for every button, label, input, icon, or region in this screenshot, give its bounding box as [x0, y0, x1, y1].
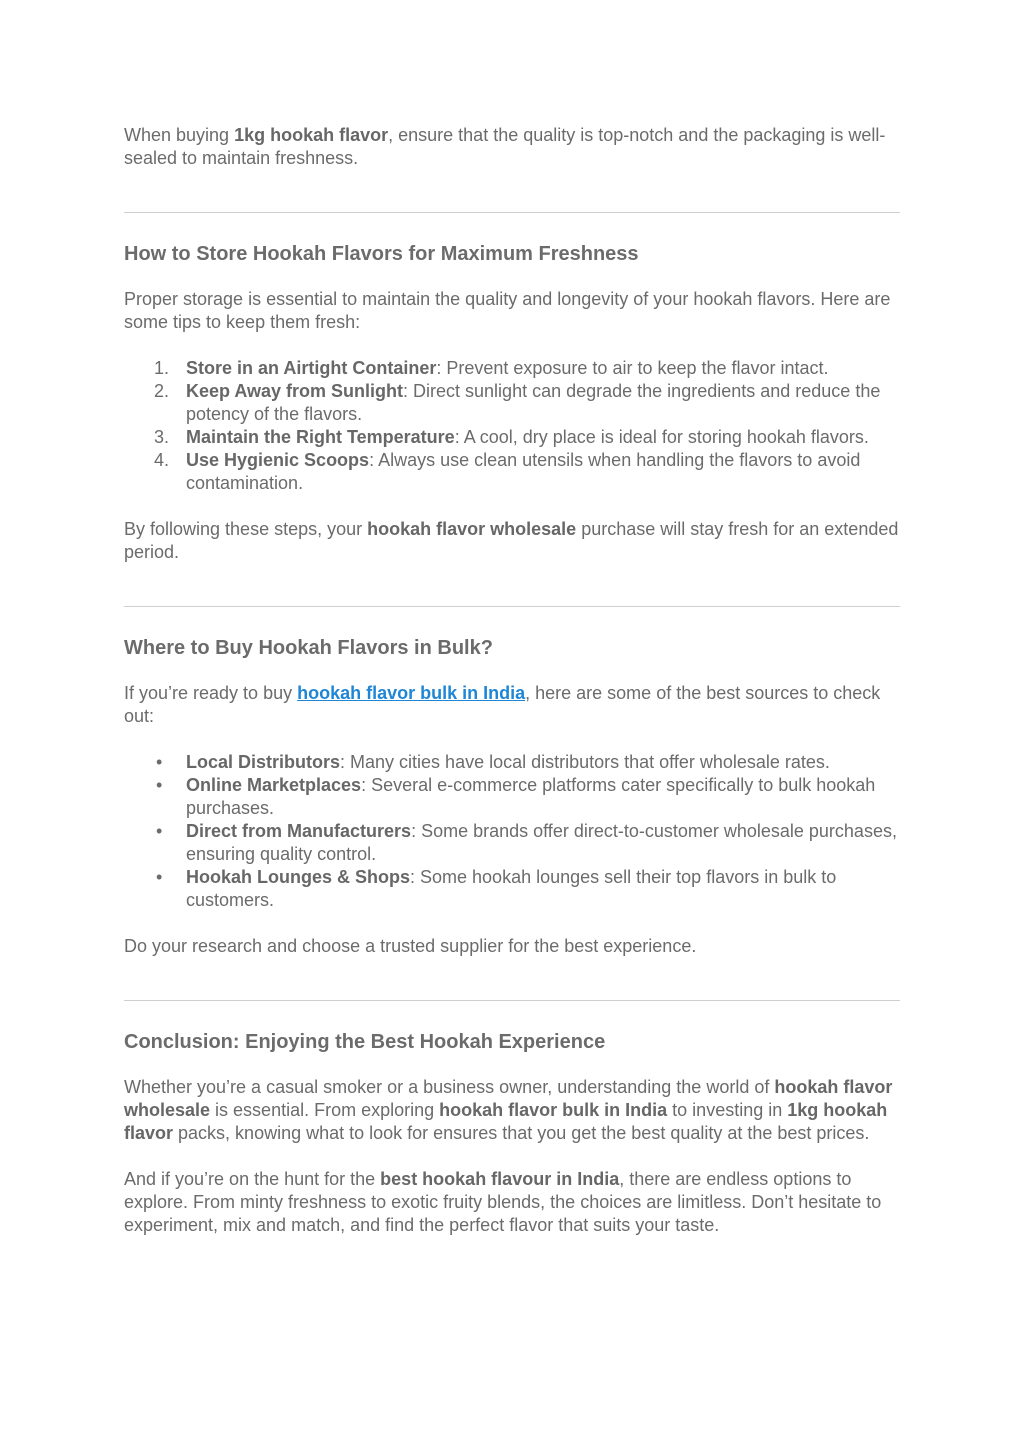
list-item-text: : A cool, dry place is ideal for storing hookah flavors.: [454, 427, 869, 447]
buy-heading: Where to Buy Hookah Flavors in Bulk?: [124, 637, 493, 659]
list-item-bold: Online Marketplaces: [186, 775, 362, 795]
document-page: [124, 124, 900, 1237]
intro-bold: 1kg hookah flavor: [234, 125, 389, 145]
intro-text-2: , ensure that the quality is top-notch and the packaging is well-sealed to maintain freshness.: [124, 125, 886, 168]
bullet-icon: •: [156, 775, 163, 795]
storage-closing: [124, 518, 900, 564]
list-number: 1.: [154, 358, 170, 378]
divider-3: [124, 1000, 900, 1001]
list-item-bold: Maintain the Right Temperature: [186, 427, 455, 447]
list-item: [124, 426, 900, 449]
storage-closing-bold: hookah flavor wholesale: [367, 519, 577, 539]
conclusion-p2-bold-1: best hookah flavour in India: [380, 1169, 620, 1189]
list-item-text: : Some hookah lounges sell their top flavors in bulk to customers.: [186, 867, 837, 910]
conclusion-p1-bold-3: 1kg hookah flavor: [124, 1100, 888, 1143]
sources-list: [124, 751, 900, 912]
storage-lead: Proper storage is essential to maintain the quality and longevity of your hookah flavors. Here are some tips to keep them fresh:: [124, 289, 891, 332]
list-item: [124, 866, 900, 912]
buy-lead-text-2: , here are some of the best sources to check out:: [124, 683, 881, 726]
conclusion-heading: Conclusion: Enjoying the Best Hookah Experience: [124, 1031, 606, 1053]
list-item-text: : Prevent exposure to air to keep the flavor intact.: [436, 358, 829, 378]
intro-paragraph: [124, 124, 900, 170]
conclusion-paragraph-1: [124, 1076, 900, 1145]
storage-closing-text-1: By following these steps, your: [124, 519, 368, 539]
hookah-flavor-bulk-link[interactable]: hookah flavor bulk in India: [297, 683, 526, 703]
divider-2: [124, 606, 900, 607]
list-item-bold: Direct from Manufacturers: [186, 821, 412, 841]
buy-lead-text-1: If you’re ready to buy: [124, 683, 298, 703]
conclusion-p1-text-4: packs, knowing what to look for ensures that you get the best quality at the best prices.: [173, 1123, 870, 1143]
list-item-text: : Always use clean utensils when handling the flavors to avoid contamination.: [186, 450, 861, 493]
list-item: [124, 751, 900, 774]
list-number: 3.: [154, 427, 170, 447]
conclusion-paragraph-2: [124, 1168, 900, 1237]
conclusion-p1-bold-1: hookah flavor wholesale: [124, 1077, 893, 1120]
storage-closing-text-2: purchase will stay fresh for an extended period.: [124, 519, 899, 562]
list-item-bold: Keep Away from Sunlight: [186, 381, 404, 401]
list-number: 4.: [154, 450, 170, 470]
list-item-bold: Hookah Lounges & Shops: [186, 867, 411, 887]
bullet-icon: •: [156, 867, 163, 887]
buy-lead: [124, 682, 900, 728]
list-item: [124, 449, 900, 495]
list-item: [124, 380, 900, 426]
conclusion-p1-bold-2: hookah flavor bulk in India: [439, 1100, 668, 1120]
list-item-text: : Many cities have local distributors that offer wholesale rates.: [340, 752, 830, 772]
conclusion-p2-text-1: And if you’re on the hunt for the: [124, 1169, 381, 1189]
conclusion-p1-text-3: to investing in: [667, 1100, 788, 1120]
list-item-text: : Direct sunlight can degrade the ingredients and reduce the potency of the flavors.: [186, 381, 881, 424]
list-item-bold: Local Distributors: [186, 752, 341, 772]
list-item-text: : Some brands offer direct-to-customer wholesale purchases, ensuring quality control.: [186, 821, 897, 864]
bullet-icon: •: [156, 752, 163, 772]
list-number: 2.: [154, 381, 170, 401]
list-item: [124, 774, 900, 820]
intro-text-1: When buying: [124, 125, 235, 145]
list-item: [124, 820, 900, 866]
storage-heading: How to Store Hookah Flavors for Maximum Freshness: [124, 243, 639, 265]
list-item-bold: Store in an Airtight Container: [186, 358, 437, 378]
storage-tips-list: [124, 357, 900, 495]
conclusion-p2-text-2: , there are endless options to explore. From minty freshness to exotic fruity blends, the choices are limitless. Don’t hesitate to experiment, mix and match, and find the perfect flavor that suits your taste.: [124, 1169, 882, 1235]
list-item-bold: Use Hygienic Scoops: [186, 450, 370, 470]
conclusion-p1-text-1: Whether you’re a casual smoker or a business owner, understanding the world of: [124, 1077, 775, 1097]
conclusion-p1-text-2: is essential. From exploring: [210, 1100, 440, 1120]
buy-closing: Do your research and choose a trusted supplier for the best experience.: [124, 936, 697, 956]
list-item: [124, 357, 900, 380]
bullet-icon: •: [156, 821, 163, 841]
list-item-text: : Several e-commerce platforms cater specifically to bulk hookah purchases.: [186, 775, 876, 818]
divider-1: [124, 212, 900, 213]
